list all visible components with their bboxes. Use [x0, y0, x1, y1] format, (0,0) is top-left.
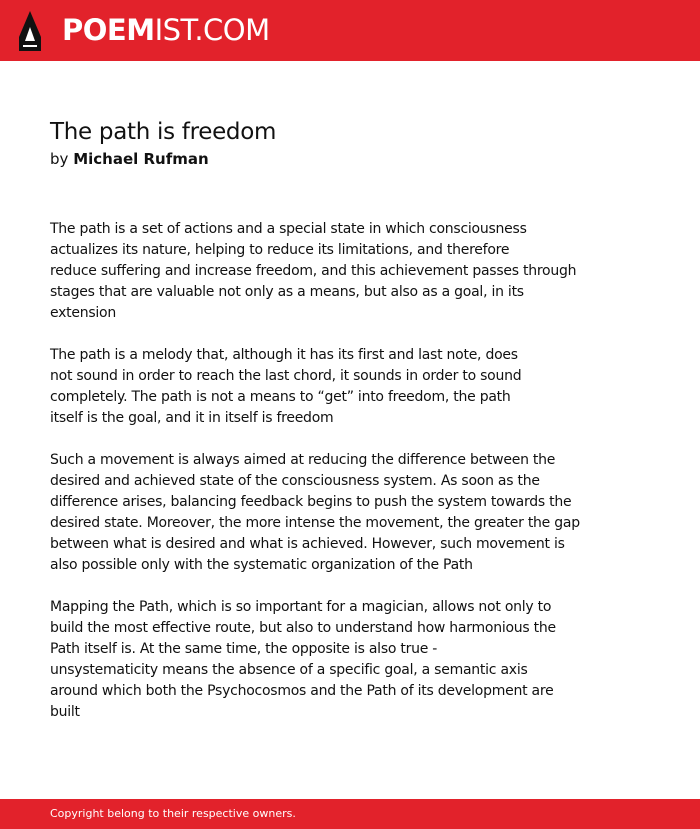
poem-line: completely. The path is not a means to “get” into freedom, the path [50, 389, 511, 405]
poem-body [50, 219, 650, 744]
poem-line: actualizes its nature, helping to reduce its limitations, and therefore [50, 242, 510, 258]
by-label: by [50, 150, 69, 168]
poem-line: not sound in order to reach the last chord, it sounds in order to sound [50, 368, 522, 384]
copyright-notice: Copyright belong to their respective owners. [50, 807, 296, 820]
logo-light-text: IST.COM [154, 13, 270, 47]
stanza [50, 219, 650, 324]
poem-line: between what is desired and what is achieved. However, such movement is [50, 536, 565, 552]
byline [50, 149, 209, 169]
poem-line: around which both the Psychocosmos and the Path of its development are [50, 683, 554, 699]
site-footer [0, 799, 700, 829]
poem-line: extension [50, 305, 116, 321]
poem-line: Path itself is. At the same time, the opposite is also true - [50, 641, 438, 657]
site-logo[interactable] [62, 13, 270, 47]
poem-line: The path is a set of actions and a special state in which consciousness [50, 221, 527, 237]
poem-line: reduce suffering and increase freedom, and this achievement passes through [50, 263, 577, 279]
author-name: Michael Rufman [73, 150, 209, 168]
poem-line: unsystematicity means the absence of a specific goal, a semantic axis [50, 662, 528, 678]
poem-line: desired state. Moreover, the more intense the movement, the greater the gap [50, 515, 580, 531]
poem-line: build the most effective route, but also to understand how harmonious the [50, 620, 556, 636]
logo-bold-text: POEM [62, 13, 155, 47]
pencil-tip-icon [18, 10, 42, 52]
poem-line: built [50, 704, 80, 720]
poem-line: The path is a melody that, although it has its first and last note, does [50, 347, 518, 363]
poem-line: difference arises, balancing feedback begins to push the system towards the [50, 494, 572, 510]
poem-line: desired and achieved state of the consciousness system. As soon as the [50, 473, 540, 489]
stanza [50, 345, 650, 429]
poem-line: stages that are valuable not only as a means, but also as a goal, in its [50, 284, 524, 300]
stanza [50, 597, 650, 723]
site-header [0, 0, 700, 61]
poem-line: Mapping the Path, which is so important for a magician, allows not only to [50, 599, 552, 615]
poem-line: Such a movement is always aimed at reducing the difference between the [50, 452, 556, 468]
poem-title: The path is freedom [50, 119, 277, 145]
poem-line: itself is the goal, and it in itself is freedom [50, 410, 334, 426]
poem-line: also possible only with the systematic organization of the Path [50, 557, 473, 573]
stanza [50, 450, 650, 576]
